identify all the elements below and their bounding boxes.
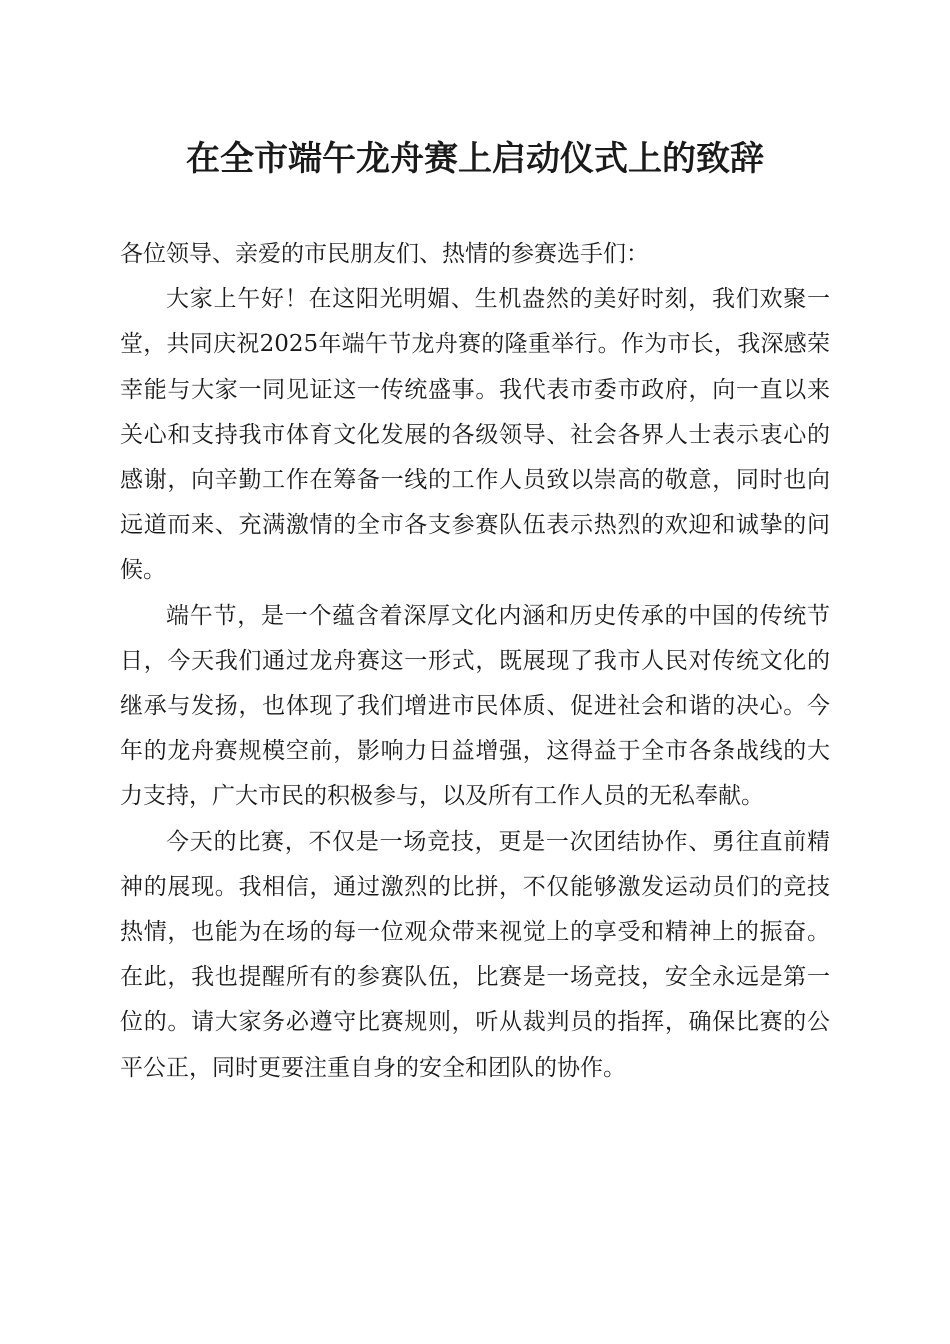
paragraph-2: 端午节，是一个蕴含着深厚文化内涵和历史传承的中国的传统节日，今天我们通过龙舟赛这一形式，既展现了我市人民对传统文化的继承与发扬，也体现了我们增进市民体质、促进社会和谐的决心。今年的龙舟赛规模空前，影响力日益增强，这得益于全市各条战线的大力支持，广大市民的积极参与，以及所有工作人员的无私奉献。 [120,602,830,810]
paragraph-1: 大家上午好！在这阳光明媚、生机盎然的美好时刻，我们欢聚一堂，共同庆祝2025年端午节龙舟赛的隆重举行。作为市长，我深感荣幸能与大家一同见证这一传统盛事。我代表市委市政府，向一直以来关心和支持我市体育文化发展的各级领导、社会各界人士表示衷心的感谢，向辛勤工作在筹备一线的工作人员致以崇高的敬意，同时也向远道而来、充满激情的全市各支参赛队伍表示热烈的欢迎和诚挚的问候。 [120,286,830,584]
document-body [120,232,830,1091]
document-title: 在全市端午龙舟赛上启动仪式上的致辞 [186,139,764,179]
salutation: 各位领导、亲爱的市民朋友们、热情的参赛选手们： [120,241,649,267]
paragraph-3: 今天的比赛，不仅是一场竞技，更是一次团结协作、勇往直前精神的展现。我相信，通过激烈的比拼，不仅能够激发运动员们的竞技热情，也能为在场的每一位观众带来视觉上的享受和精神上的振奋。在此，我也提醒所有的参赛队伍，比赛是一场竞技，安全永远是第一位的。请大家务必遵守比赛规则，听从裁判员的指挥，确保比赛的公平公正，同时更要注重自身的安全和团队的协作。 [120,828,830,1081]
